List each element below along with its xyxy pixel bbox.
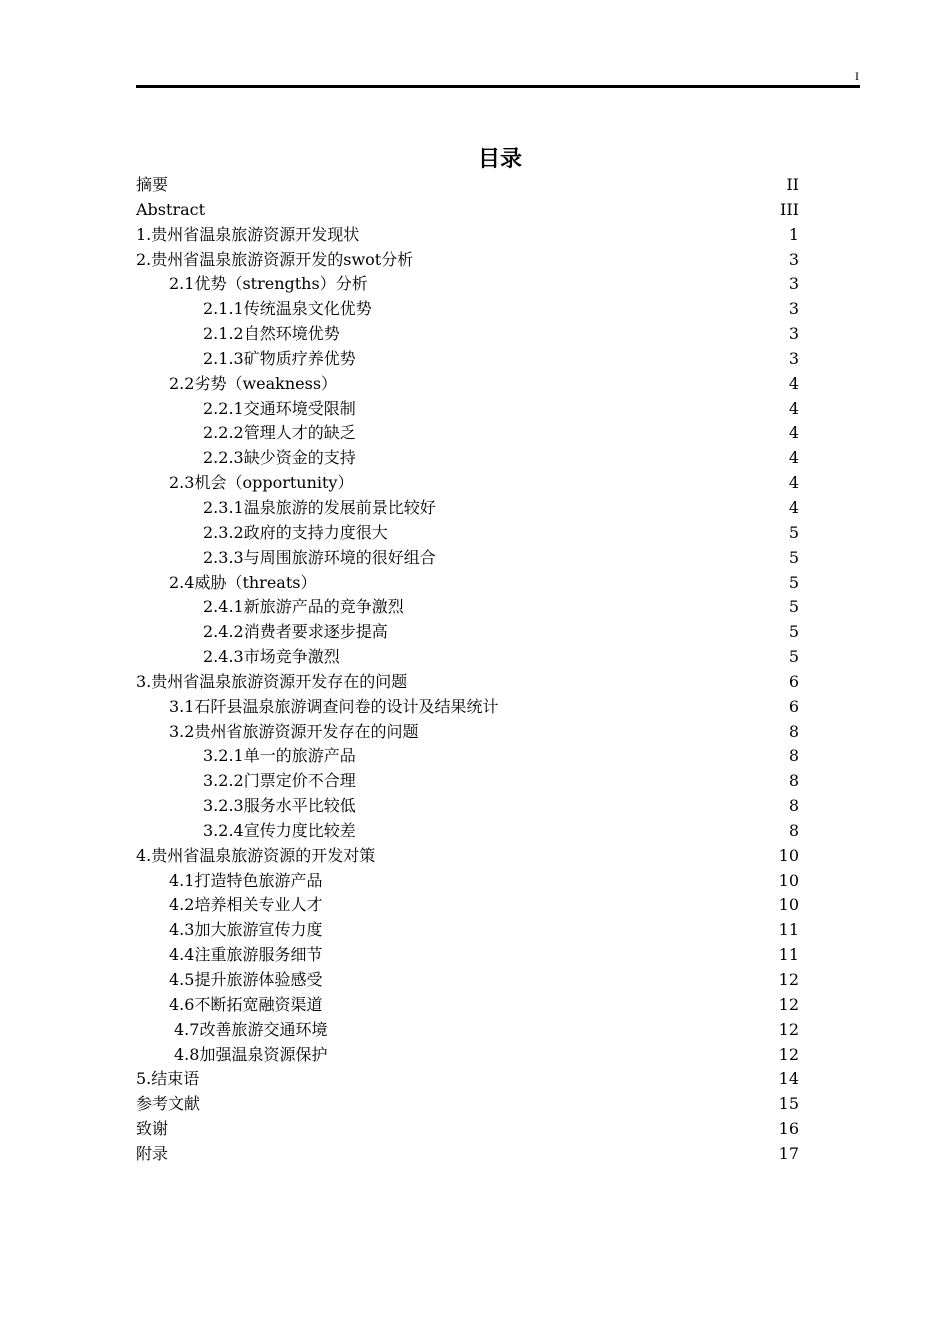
toc-entry-page: 8 [788, 746, 799, 766]
toc-entry[interactable] [136, 769, 799, 794]
toc-entry-label: 2.2劣势（weakness） [169, 373, 338, 393]
toc-entry-page: 6 [788, 696, 799, 716]
toc-entry[interactable] [136, 198, 799, 223]
toc-entry[interactable] [136, 521, 799, 546]
toc-entry[interactable] [136, 446, 799, 471]
toc-entry-page: 16 [778, 1119, 799, 1139]
toc-entry-label: 2.2.3缺少资金的支持 [203, 448, 356, 468]
toc-entry-label: 3.2.2门票定价不合理 [203, 771, 356, 791]
toc-entry[interactable] [136, 595, 799, 620]
toc-entry-label: 参考文献 [136, 1094, 201, 1114]
toc-entry-label: 4.4注重旅游服务细节 [169, 945, 323, 965]
toc-entry[interactable] [136, 297, 799, 322]
table-of-contents [136, 173, 799, 1167]
toc-title: 目录 [477, 147, 522, 172]
toc-entry-label: 3.2.4宣传力度比较差 [203, 820, 356, 840]
toc-entry-label: 2.4.3市场竞争激烈 [203, 647, 340, 667]
toc-entry[interactable] [136, 397, 799, 422]
toc-entry-page: 4 [788, 373, 799, 393]
toc-entry[interactable] [136, 1067, 799, 1092]
toc-entry-label: 2.1.3矿物质疗养优势 [203, 348, 356, 368]
toc-entry-page: 8 [788, 820, 799, 840]
toc-entry[interactable] [136, 893, 799, 918]
toc-entry-page: 6 [788, 671, 799, 691]
toc-entry[interactable] [136, 173, 799, 198]
toc-entry[interactable] [136, 571, 799, 596]
toc-entry[interactable] [136, 819, 799, 844]
toc-entry[interactable] [136, 1092, 799, 1117]
toc-entry[interactable] [136, 645, 799, 670]
toc-entry-page: 3 [788, 249, 799, 269]
toc-entry[interactable] [136, 695, 799, 720]
toc-entry[interactable] [136, 1142, 799, 1167]
toc-entry[interactable] [136, 943, 799, 968]
toc-entry-page: 12 [778, 994, 799, 1014]
toc-entry-page: 4 [788, 448, 799, 468]
toc-entry-label: 2.4.2消费者要求逐步提高 [203, 622, 388, 642]
toc-entry[interactable] [136, 546, 799, 571]
toc-entry[interactable] [136, 620, 799, 645]
toc-entry-label: 2.3.2政府的支持力度很大 [203, 522, 388, 542]
toc-entry-page: 11 [778, 920, 799, 940]
toc-entry-label: 2.1.2自然环境优势 [203, 324, 340, 344]
toc-entry-label: 2.2.2管理人才的缺乏 [203, 423, 356, 443]
toc-entry-label: 4.2培养相关专业人才 [169, 895, 323, 915]
toc-entry-page: 10 [778, 870, 799, 890]
toc-entry-page: 4 [788, 398, 799, 418]
toc-entry-page: 10 [778, 845, 799, 865]
toc-entry-page: 4 [788, 497, 799, 517]
toc-entry[interactable] [136, 844, 799, 869]
toc-entry-label: 2.2.1交通环境受限制 [203, 398, 356, 418]
toc-entry[interactable] [136, 1018, 799, 1043]
toc-entry[interactable] [136, 869, 799, 894]
toc-entry-label: 附录 [136, 1143, 169, 1163]
toc-entry-label: 2.4.1新旅游产品的竞争激烈 [203, 597, 404, 617]
toc-entry-label: 2.3.3与周围旅游环境的很好组合 [203, 547, 436, 567]
toc-entry[interactable] [136, 223, 799, 248]
toc-entry[interactable] [136, 918, 799, 943]
toc-entry[interactable] [136, 496, 799, 521]
header-rule [136, 85, 860, 88]
toc-entry-page: 3 [788, 348, 799, 368]
toc-entry[interactable] [136, 1043, 799, 1068]
toc-entry-label: 2.4威胁（threats） [169, 572, 317, 592]
toc-entry-page: 12 [778, 970, 799, 989]
toc-entry-page: 8 [788, 721, 799, 741]
toc-entry-label: 4.3加大旅游宣传力度 [169, 920, 323, 940]
toc-entry[interactable] [136, 720, 799, 745]
toc-entry[interactable] [136, 322, 799, 347]
toc-entry-label: 5.结束语 [136, 1069, 200, 1089]
toc-entry-label: 4.1打造特色旅游产品 [169, 870, 323, 890]
toc-entry-page: II [786, 175, 799, 194]
toc-entry-page: 14 [778, 1069, 799, 1089]
toc-entry-label: 4.5提升旅游体验感受 [169, 970, 323, 989]
header-page-number: I [855, 69, 859, 83]
toc-entry[interactable] [136, 471, 799, 496]
toc-entry-page: 5 [788, 647, 799, 667]
toc-entry-label: 3.2贵州省旅游资源开发存在的问题 [169, 721, 419, 741]
toc-entry[interactable] [136, 794, 799, 819]
toc-entry[interactable] [136, 1117, 799, 1142]
toc-entry-label: 3.1石阡县温泉旅游调查问卷的设计及结果统计 [169, 696, 499, 716]
toc-entry-label: 2.1.1传统温泉文化优势 [203, 299, 372, 319]
toc-entry-label: 2.3.1温泉旅游的发展前景比较好 [203, 497, 436, 517]
toc-entry-label: 3.贵州省温泉旅游资源开发存在的问题 [136, 671, 408, 691]
toc-entry[interactable] [136, 272, 799, 297]
toc-entry-page: 1 [788, 224, 799, 244]
toc-entry-label: 2.3机会（opportunity） [169, 473, 354, 493]
toc-entry-page: 15 [778, 1094, 799, 1114]
toc-entry[interactable] [136, 744, 799, 769]
toc-entry-label: 2.1优势（strengths）分析 [169, 274, 368, 294]
toc-entry-label: 1.贵州省温泉旅游资源开发现状 [136, 224, 360, 244]
toc-entry-label: 3.2.3服务水平比较低 [203, 796, 356, 816]
toc-entry-page: 5 [788, 597, 799, 617]
toc-entry-page: 5 [788, 522, 799, 542]
toc-entry-page: 8 [788, 796, 799, 816]
toc-entry[interactable] [136, 248, 799, 273]
toc-entry-page: 5 [788, 622, 799, 642]
toc-entry-label: 摘要 [136, 175, 169, 194]
toc-entry-page: 12 [778, 1019, 799, 1039]
toc-entry-page: 8 [788, 771, 799, 791]
toc-entry-page: 3 [788, 299, 799, 319]
toc-entry-page: 12 [778, 1044, 799, 1064]
toc-entry[interactable] [136, 670, 799, 695]
toc-entry-page: 3 [788, 324, 799, 344]
toc-entry-page: 11 [778, 945, 799, 965]
toc-entry-page: 17 [778, 1143, 799, 1163]
toc-entry-label: 致谢 [136, 1119, 169, 1139]
toc-entry-label: 4.8加强温泉资源保护 [174, 1044, 328, 1064]
toc-entry-label: 4.7改善旅游交通环境 [174, 1019, 328, 1039]
toc-entry-page: 5 [788, 547, 799, 567]
toc-entry-page: 4 [788, 423, 799, 443]
toc-entry-page: 5 [788, 572, 799, 592]
toc-entry-label: Abstract [136, 199, 206, 219]
toc-entry-label: 2.贵州省温泉旅游资源开发的swot分析 [136, 249, 414, 269]
toc-entry-label: 3.2.1单一的旅游产品 [203, 746, 356, 766]
toc-entry[interactable] [136, 993, 799, 1018]
toc-entry[interactable] [136, 968, 799, 993]
toc-entry-page: 3 [788, 274, 799, 294]
toc-entry[interactable] [136, 347, 799, 372]
toc-entry[interactable] [136, 421, 799, 446]
toc-entry-page: 10 [778, 895, 799, 915]
toc-entry-page: III [780, 199, 799, 219]
toc-entry[interactable] [136, 372, 799, 397]
toc-entry-label: 4.6不断拓宽融资渠道 [169, 994, 323, 1014]
toc-entry-page: 4 [788, 473, 799, 493]
toc-entry-label: 4.贵州省温泉旅游资源的开发对策 [136, 845, 376, 865]
